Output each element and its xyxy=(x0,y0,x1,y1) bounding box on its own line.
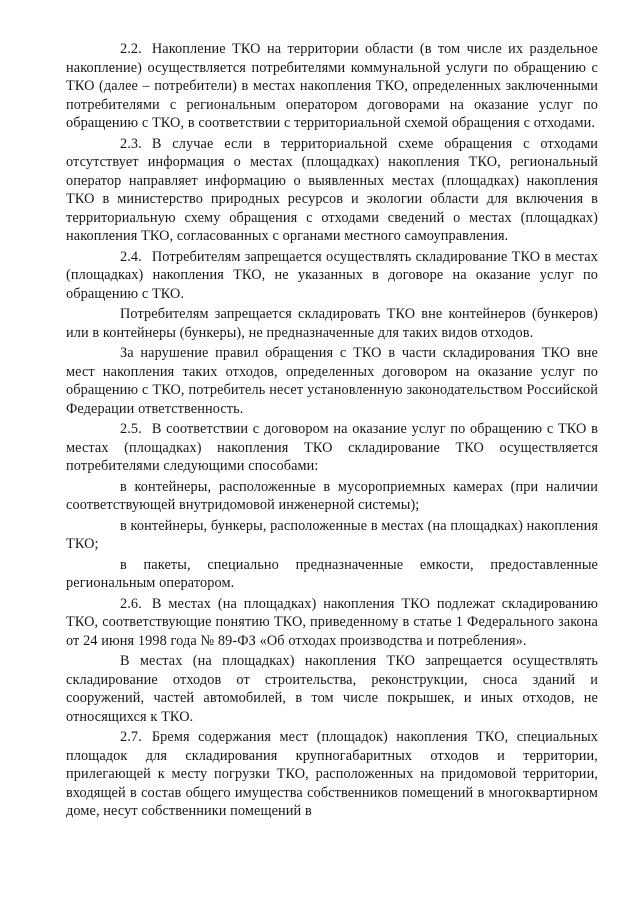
clause-number: 2.3. xyxy=(120,135,142,152)
paragraph-2-4 xyxy=(66,248,598,304)
paragraph-method-3 xyxy=(66,556,598,593)
paragraph-2-3 xyxy=(66,135,598,246)
paragraph-2-2 xyxy=(66,40,598,133)
paragraph-2-7 xyxy=(66,728,598,821)
clause-number: 2.2. xyxy=(120,41,142,57)
paragraph-text: В случае если в территориальной схеме обращения с отходами отсутствует информация о местах (площадках) накопления ТКО, региональный оператор направляет информацию о выявленных местах (площадках) накопления ТКО в министерство природных ресурсов и экологии области для включения в территориальную схему обращения с отходами сведений о местах (площадках) накопления ТКО, согласованных с органами местного самоуправления. xyxy=(66,135,598,244)
paragraph-text: Бремя содержания мест (площадок) накопления ТКО, специальных площадок для складирования крупногабаритных отходов и территории, прилегающей к месту погрузки ТКО, расположенных на придомовой территории, входящей в состав общего имущества собственников помещений в многоквартирном доме, несут собственники помещений в xyxy=(66,729,598,819)
clause-number: 2.6. xyxy=(120,595,142,612)
paragraph-text: В местах (на площадках) накопления ТКО запрещается осуществлять складирование отходов от строительства, реконструкции, сноса зданий и сооружений, частей автомобилей, в том числе покрышек, и иных отходов, не относящихся к ТКО. xyxy=(66,653,598,725)
paragraph-text: Потребителям запрещается осуществлять складирование ТКО в местах (площадках) накопления ТКО, не указанных в договоре на оказание услуг по обращению с ТКО. xyxy=(66,248,598,302)
clause-number: 2.5. xyxy=(120,421,142,437)
paragraph-text: в пакеты, специально предназначенные емкости, предоставленные региональным оператором. xyxy=(66,556,598,591)
paragraph-2-5 xyxy=(66,420,598,476)
clause-number: 2.7. xyxy=(120,729,142,745)
paragraph-text: В местах (на площадках) накопления ТКО подлежат складированию ТКО, соответствующие понятию ТКО, приведенному в статье 1 Федерального закона от 24 июня 1998 года № 89-ФЗ «Об отходах производства и потребления». xyxy=(66,595,598,649)
paragraph-text: Потребителям запрещается складировать ТКО вне контейнеров (бункеров) или в контейнеры (бункеры), не предназначенные для таких видов отходов. xyxy=(66,306,598,341)
paragraph-restriction xyxy=(66,652,598,726)
paragraph-text: в контейнеры, бункеры, расположенные в местах (на площадках) накопления ТКО; xyxy=(66,517,598,552)
paragraph-text: в контейнеры, расположенные в мусороприемных камерах (при наличии соответствующей внутридомовой инженерной системы); xyxy=(66,478,598,513)
paragraph-method-2 xyxy=(66,517,598,554)
paragraph-prohibition xyxy=(66,305,598,342)
paragraph-liability xyxy=(66,344,598,418)
paragraph-method-1 xyxy=(66,478,598,515)
paragraph-text: За нарушение правил обращения с ТКО в части складирования ТКО вне мест накопления таких отходов, определенных договором на оказание услуг по обращению с ТКО, потребитель несет установленную законодательством Российской Федерации ответственность. xyxy=(66,345,598,417)
paragraph-2-6 xyxy=(66,595,598,651)
paragraph-text: Накопление ТКО на территории области (в том числе их раздельное накопление) осуществляется потребителями коммунальной услуги по обращению с ТКО (далее – потребители) в местах накопления ТКО, определенных заключенными потребителями с региональным оператором договорами на оказание услуг по обращению с ТКО, в соответствии с территориальной схемой обращения с отходами. xyxy=(66,41,598,131)
clause-number: 2.4. xyxy=(120,248,142,265)
paragraph-text: В соответствии с договором на оказание услуг по обращению с ТКО в местах (площадках) накопления ТКО складирование ТКО осуществляется потребителями следующими способами: xyxy=(66,421,598,474)
